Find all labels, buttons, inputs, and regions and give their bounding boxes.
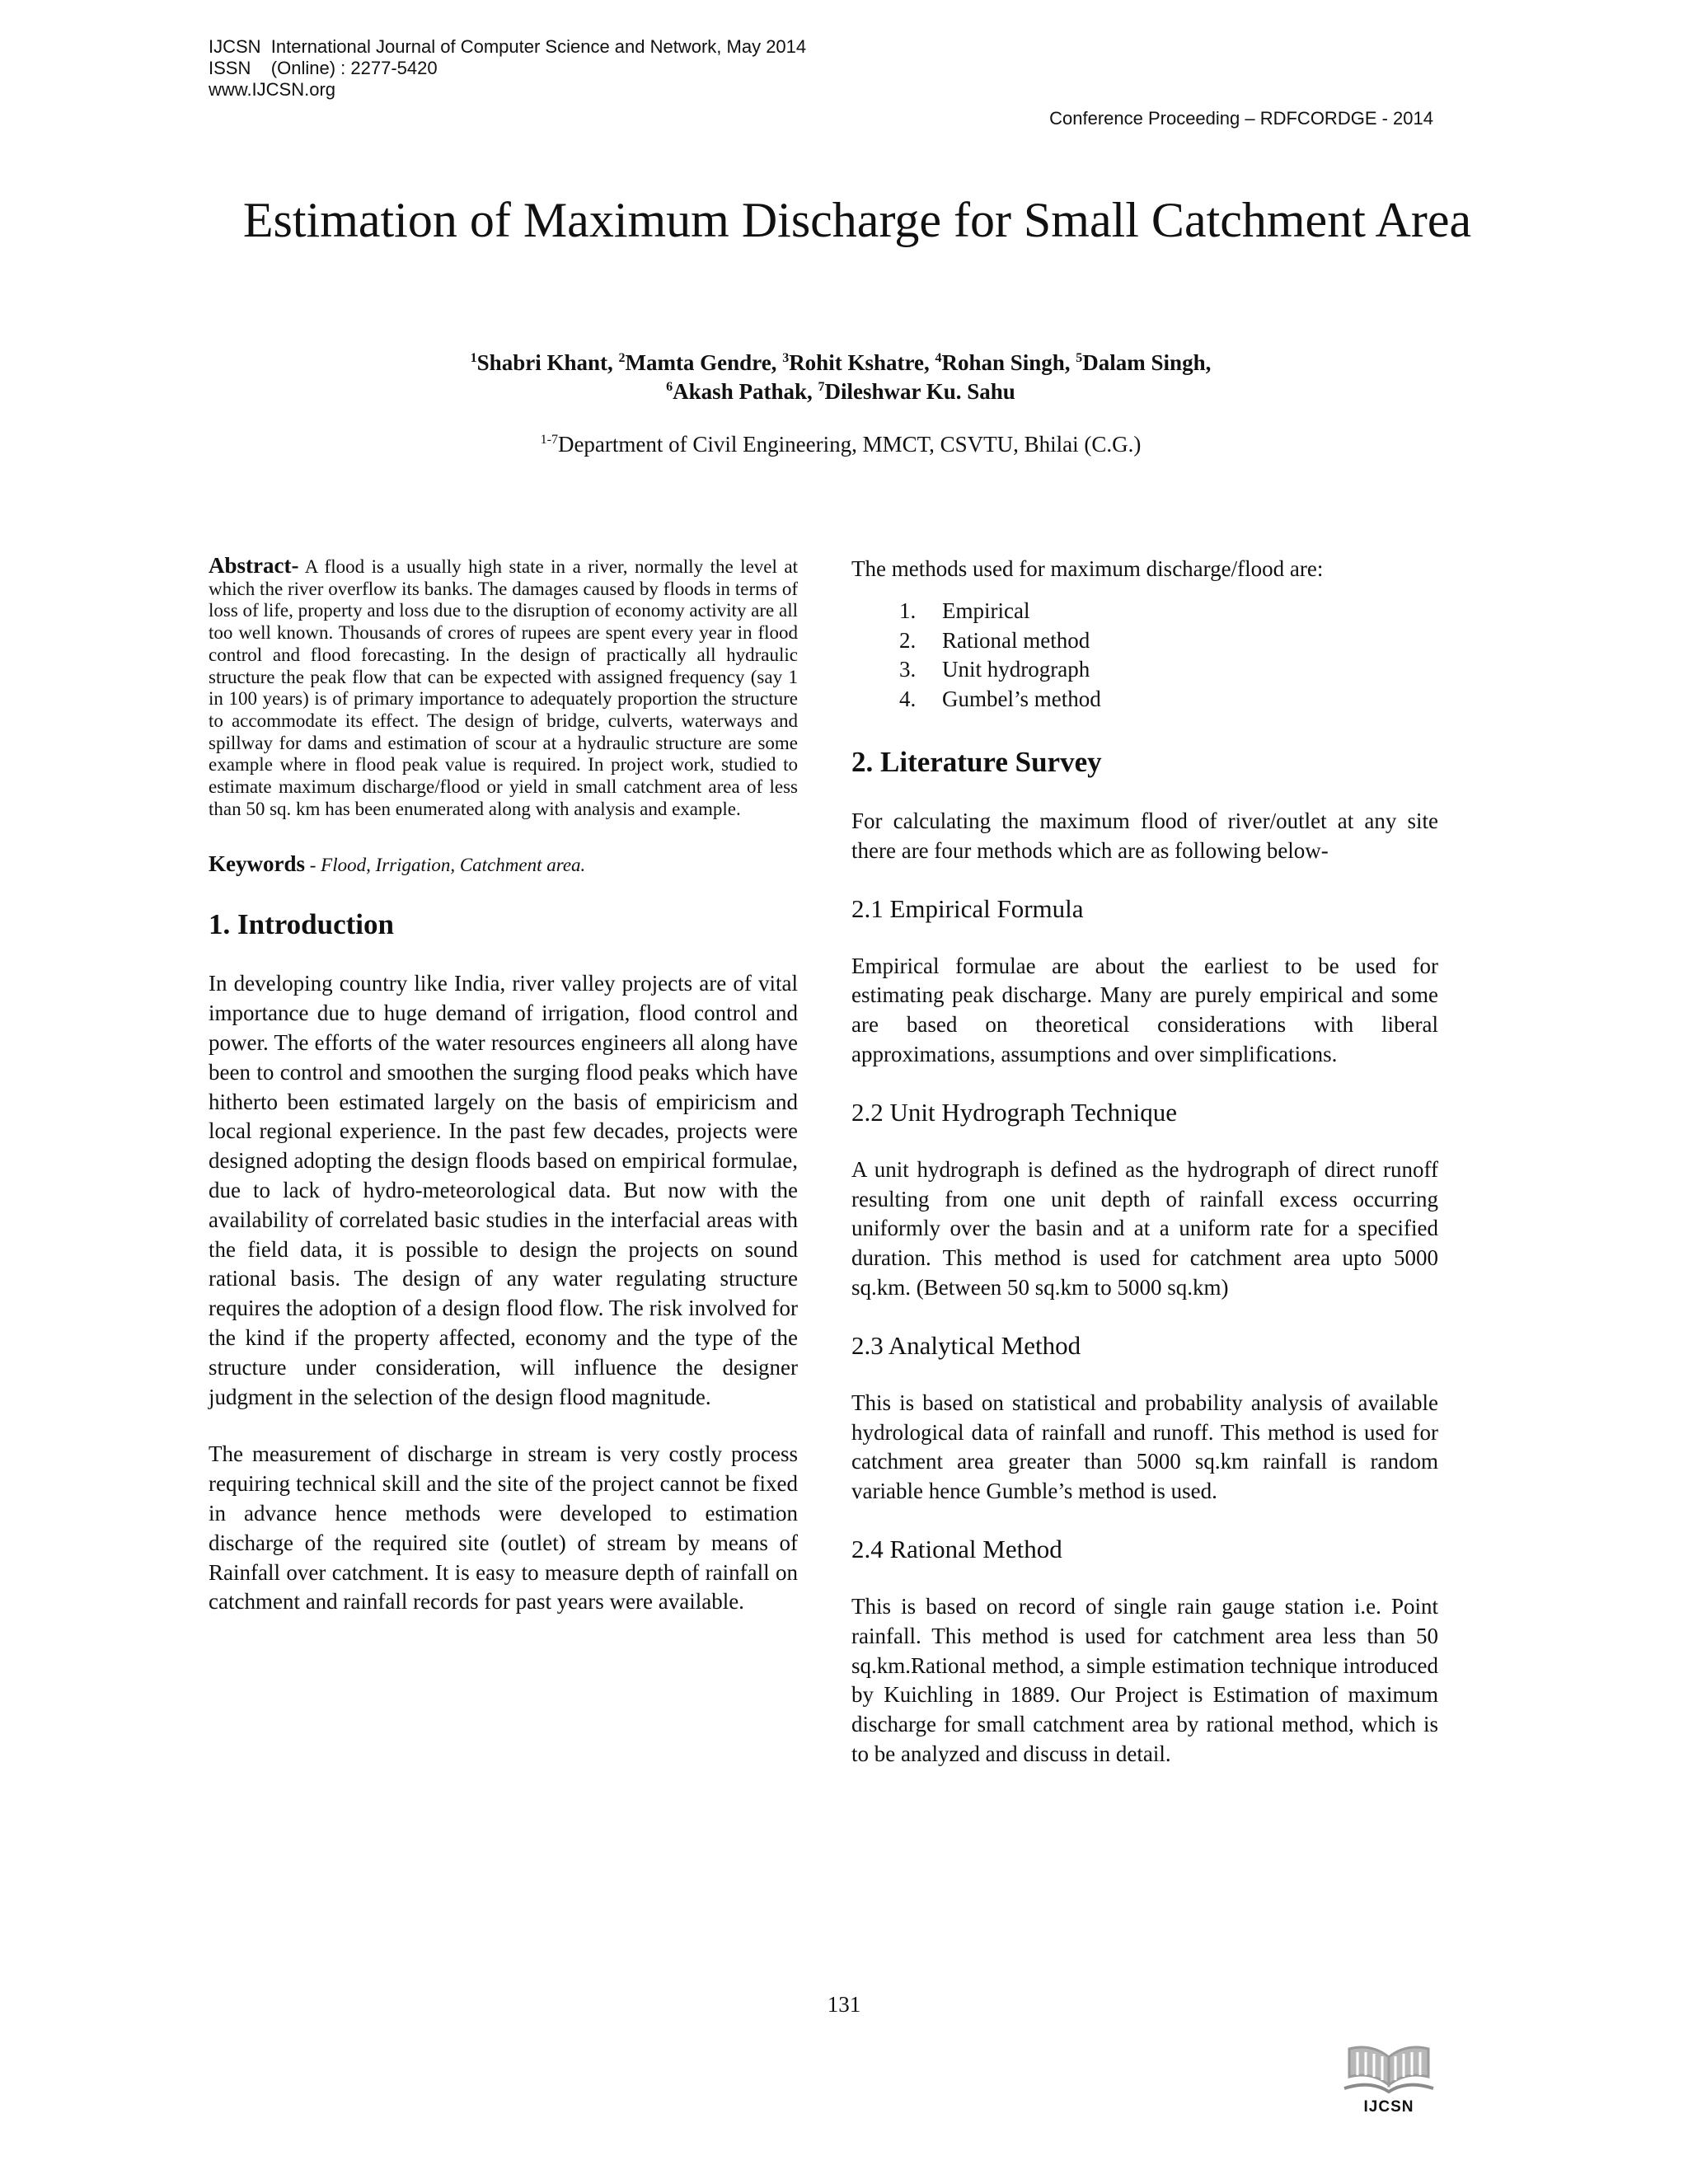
left-column [209, 555, 798, 1617]
list-item: 1. Empirical [899, 598, 1030, 623]
journal-header [209, 36, 806, 101]
right-column [851, 555, 1438, 1769]
affiliation: $^{1-7}$Department of Civil Engineering, MMCT, CSVTU, Bhilai (C.G.) [540, 432, 1142, 457]
author: $^2$Mamta Gendre, [618, 350, 783, 375]
author: $^7$Dileshwar Ku. Sahu [818, 379, 1015, 404]
methods-intro: The methods used for maximum discharge/flood are: [851, 556, 1324, 581]
paragraph: A unit hydrograph is defined as the hydrograph of direct runoff resulting from one unit depth of rainfall excess occurring uniformly over the basin and at a uniform rate for a specified duration. This method is used for catchment area upto 5000 sq.km. (Between 50 sq.km to 5000 sq.km) [851, 1156, 1438, 1300]
list-item: 3. Unit hydrograph [899, 657, 1090, 682]
keywords: Keywords - Flood, Irrigation, Catchment area. [209, 851, 586, 877]
journal-logo [1339, 2034, 1438, 2133]
paragraph: Empirical formulae are about the earliest to be used for estimating peak discharge. Many are purely empirical and some are based on theoretical considerations with liberal approximations, assumptions and over simplifications. [851, 953, 1438, 1066]
author: $^4$Rohan Singh, [935, 350, 1076, 375]
journal-name: IJCSN International Journal of Computer Science and Network, May 2014 [209, 36, 807, 57]
paragraph: The measurement of discharge in stream is very costly process requiring technical skill and the site of the project cannot be fixed in advance hence methods were developed to estimation discharge of the required site (outlet) of stream by means of Rainfall over catchment. It is easy to measure depth of rainfall on catchment and rainfall records for past years were available. [209, 1441, 798, 1615]
author: $^3$Rohit Kshatre, [782, 350, 935, 375]
logo-text: IJCSN [1363, 2098, 1414, 2116]
paper-title: Estimation of Maximum Discharge for Small Catchment Area [242, 193, 1472, 247]
journal-website[interactable]: www.IJCSN.org [209, 79, 336, 100]
keywords-label: Keywords [209, 851, 305, 877]
conference-name: Conference Proceeding – RDFCORDGE - 2014 [1049, 108, 1433, 129]
keywords-text: Flood, Irrigation, Catchment area. [321, 855, 586, 876]
abstract-text: A flood is a usually high state in a river, normally the level at which the river overflow its banks. The damages caused by floods in terms of loss of life, property and loss due to the disruption of economy activity are all too well known. Thousands of crores of rupees are spent every year in flood control and flood forecasting. In the design of practically all hydraulic structure the peak flow that can be expected with assigned frequency (say 1 in 100 years) is of primary importance to adequately proportion the structure to accommodate its effect. The design of bridge, culverts, waterways and spillway for dams and estimation of scour at a hydraulic structure are some example where in flood peak value is required. In project work, studied to estimate maximum discharge/flood or yield in small catchment area of less than 50 sq. km has been enumerated along with analysis and example. [209, 556, 798, 819]
paragraph: For calculating the maximum flood of river/outlet at any site there are four methods which are as following below- [851, 808, 1438, 863]
section-heading: 2.2 Unit Hydrograph Technique [851, 1097, 1178, 1127]
section-heading: 2.3 Analytical Method [851, 1330, 1081, 1360]
methods-list [851, 597, 1438, 715]
section-heading: 2.4 Rational Method [851, 1534, 1062, 1563]
page-number: 131 [827, 1992, 861, 2017]
issn: ISSN (Online) : 2277-5420 [209, 58, 438, 78]
list-item: 4. Gumbel’s method [899, 687, 1101, 712]
author: $^6$Akash Pathak, [666, 379, 818, 404]
abstract-label: Abstract- [209, 553, 299, 578]
author: $^1$Shabri Khant, [470, 350, 619, 375]
section-heading: 2.1 Empirical Formula [851, 893, 1084, 923]
paragraph: This is based on record of single rain gauge station i.e. Point rainfall. This method is used for catchment area less than 50 sq.km.Rational method, a simple estimation technique introduced by Kuichling in 1889. Our Project is Estimation of maximum discharge for small catchment area by rational method, which is to be analyzed and discuss in detail. [851, 1593, 1438, 1766]
introduction-heading: 1. Introduction [209, 908, 394, 941]
abstract [209, 555, 798, 820]
author-list [206, 349, 1475, 406]
list-item: 2. Rational method [899, 627, 1090, 653]
author: $^5$Dalam Singh, [1076, 350, 1212, 375]
literature-heading: 2. Literature Survey [851, 745, 1102, 778]
book-icon [1339, 2034, 1438, 2100]
paragraph: This is based on statistical and probability analysis of available hydrological data of rainfall and runoff. This method is used for catchment area greater than 5000 sq.km rainfall is random variable hence Gumble’s method is used. [851, 1390, 1438, 1504]
paragraph: In developing country like India, river valley projects are of vital importance due to huge demand of irrigation, flood control and power. The efforts of the water resources engineers all along have been to control and smoothen the surging flood peaks which have hitherto been estimated largely on the basis of empiricism and local regional experience. In the past few decades, projects were designed adopting the design floods based on empirical formulae, due to lack of hydro-meteorological data. But now with the availability of correlated basic studies in the interfacial areas with the field data, it is possible to design the projects on sound rational basis. The design of any water regulating structure requires the adoption of a design flood flow. The risk involved for the kind if the property affected, economy and the type of the structure under consideration, will influence the designer judgment in the selection of the design flood magnitude. [209, 971, 798, 1409]
